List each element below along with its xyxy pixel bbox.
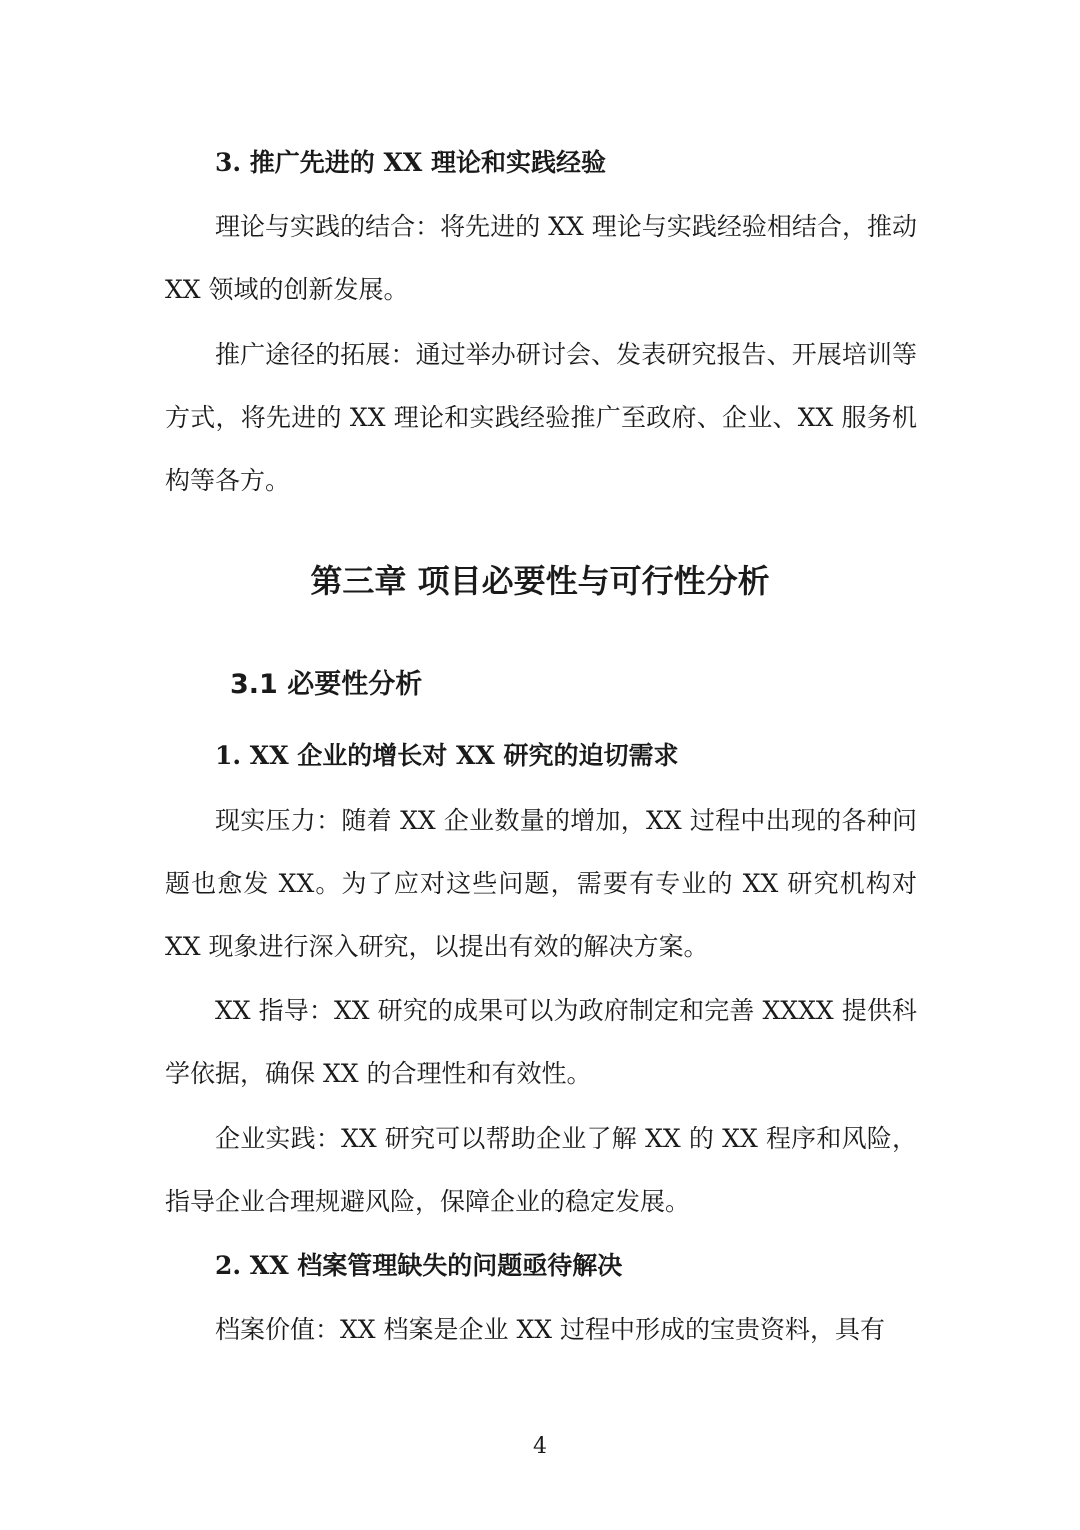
paragraph-pressure [165,789,917,978]
paragraph-theory-practice [165,195,917,321]
paragraph-text: 企业实践：XX 研究可以帮助企业了解 XX 的 XX 程序和风险，指导企业合理规避风险，保障企业的稳定发展。 [165,1124,917,1216]
heading-text: 3. 推广先进的 XX 理论和实践经验 [215,148,607,177]
paragraph-text: XX 指导：XX 研究的成果可以为政府制定和完善 XXXX 提供科学依据，确保 XX 的合理性和有效性。 [165,996,917,1088]
paragraph-practice [165,1107,917,1233]
page-number: 4 [533,1434,547,1459]
heading-text: 1. XX 企业的增长对 XX 研究的迫切需求 [215,741,679,770]
paragraph-text: 推广途径的拓展：通过举办研讨会、发表研究报告、开展培训等方式，将先进的 XX 理论和实践经验推广至政府、企业、XX 服务机构等各方。 [165,340,917,495]
subsection-heading-1 [165,736,917,776]
paragraph-archive [165,1298,917,1361]
paragraph-promotion [165,323,917,512]
subsection-heading-2 [165,1246,917,1286]
paragraph-text: 现实压力：随着 XX 企业数量的增加，XX 过程中出现的各种问题也愈发 XX。为了应对这些问题，需要有专业的 XX 研究机构对 XX 现象进行深入研究，以提出有效的解决方案。 [165,806,917,961]
paragraph-guidance [165,979,917,1105]
paragraph-text: 档案价值：XX 档案是企业 XX 过程中形成的宝贵资料，具有 [215,1315,886,1344]
section-title: 3.1 必要性分析 [230,669,423,700]
chapter-title: 第三章 项目必要性与可行性分析 [310,562,770,600]
paragraph-text: 理论与实践的结合：将先进的 XX 理论与实践经验相结合，推动 XX 领域的创新发展。 [165,212,917,304]
subsection-heading-3 [165,143,917,183]
heading-text: 2. XX 档案管理缺失的问题亟待解决 [215,1251,623,1280]
